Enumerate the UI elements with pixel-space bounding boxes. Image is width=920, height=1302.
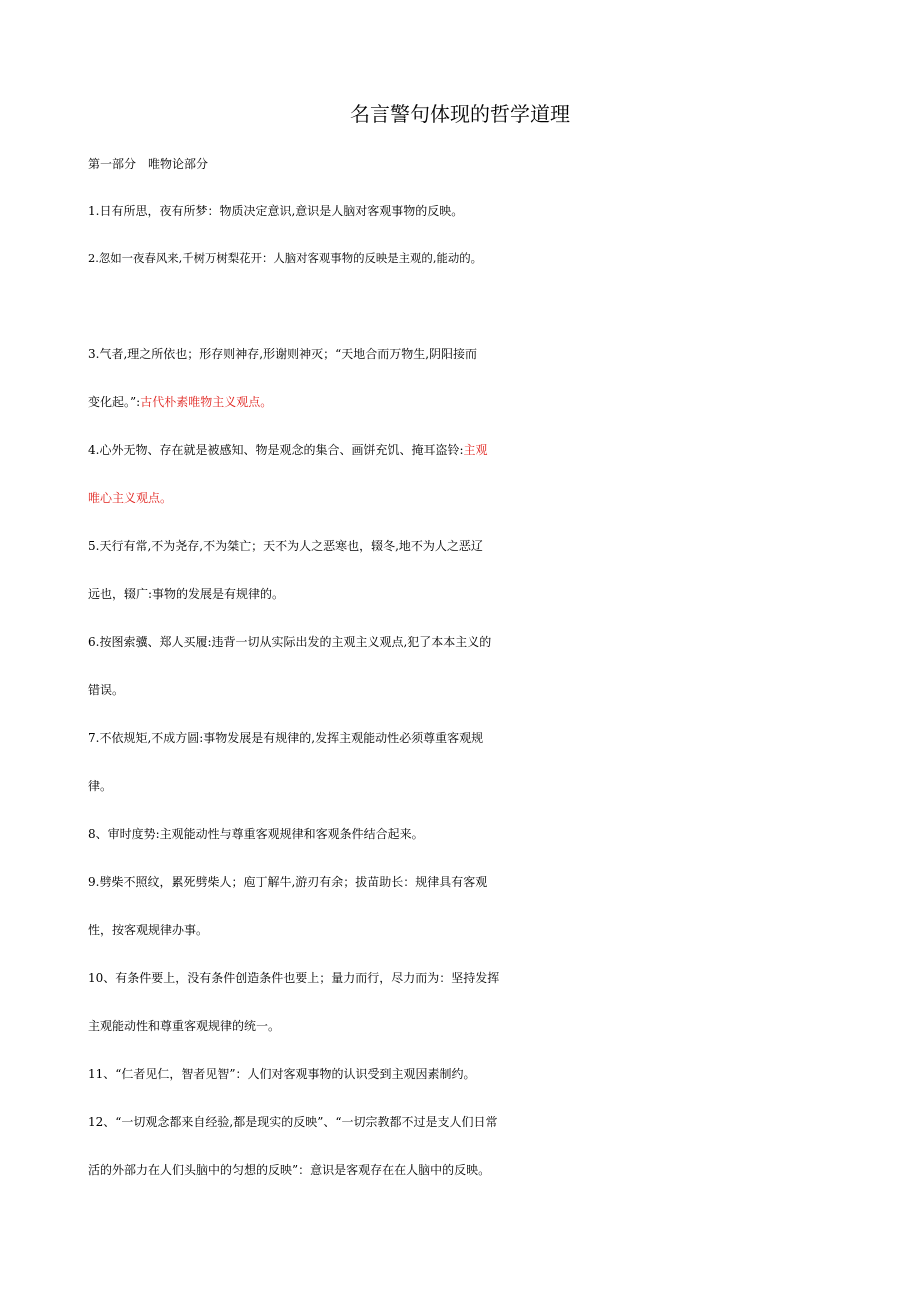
item-6-line-1: 6.按图索骥、郑人买履:违背一切从实际出发的主观主义观点,犯了本本主义的 xyxy=(88,635,492,649)
item-4-text: 4.心外无物、存在就是被感知、物是观念的集合、画饼充饥、掩耳盗铃: xyxy=(88,443,464,457)
item-3-highlight: 古代朴素唯物主义观点。 xyxy=(140,395,273,409)
item-4-highlight-1: 主观 xyxy=(463,443,488,457)
item-12-line-1: 12、“一切观念都来自经验,都是现实的反映”、“一切宗教都不过是支人们日常 xyxy=(88,1115,498,1129)
item-5-line-1: 5.天行有常,不为尧存,不为桀亡；天不为人之恶寒也，辍冬,地不为人之恶辽 xyxy=(88,539,483,553)
item-7-line-2: 律。 xyxy=(88,779,113,793)
document-title: 名言警句体现的哲学道理 xyxy=(350,102,570,126)
item-6-line-2: 错误。 xyxy=(88,683,125,697)
section-heading: 第一部分 唯物论部分 xyxy=(88,157,209,171)
item-1-line-1: 1.日有所思，夜有所梦：物质决定意识,意识是人脑对客观事物的反映。 xyxy=(88,204,464,218)
item-10-line-1: 10、有条件要上，没有条件创造条件也要上；量力而行，尽力而为：坚持发挥 xyxy=(88,971,500,985)
item-12-line-2: 活的外部力在人们头脑中的匀想的反映”：意识是客观存在在人脑中的反映。 xyxy=(88,1163,491,1177)
item-5-line-2: 远也，辍广:事物的发展是有规律的。 xyxy=(88,587,285,601)
item-3-line-1: 3.气者,理之所依也；形存则神存,形谢则神灭；“天地合而万物生,阴阳接而 xyxy=(88,347,478,361)
item-8-line-1: 8、审时度势:主观能动性与尊重客观规律和客观条件结合起来。 xyxy=(88,827,424,841)
item-9-line-1: 9.劈柴不照纹，累死劈柴人；庖丁解牛,游刃有余；拔苗助长：规律具有客观 xyxy=(88,875,488,889)
item-11-line-1: 11、“仁者见仁，智者见智”：人们对客观事物的认识受到主观因素制约。 xyxy=(88,1067,476,1081)
item-4-highlight-2: 唯心主义观点。 xyxy=(88,491,173,505)
item-9-line-2: 性，按客观规律办事。 xyxy=(88,923,209,937)
item-3-line-2 xyxy=(88,384,848,420)
item-10-line-2: 主观能动性和尊重客观规律的统一。 xyxy=(88,1019,281,1033)
item-7-line-1: 7.不依规矩,不成方圆:事物发展是有规律的,发挥主观能动性必须尊重客观规 xyxy=(88,731,484,745)
item-2-line-1: 2.忽如一夜春风来,千树万树梨花开：人脑对客观事物的反映是主观的,能动的。 xyxy=(88,251,483,265)
item-3-text: 变化起。”: xyxy=(88,395,141,409)
item-4-line-1 xyxy=(88,432,848,468)
